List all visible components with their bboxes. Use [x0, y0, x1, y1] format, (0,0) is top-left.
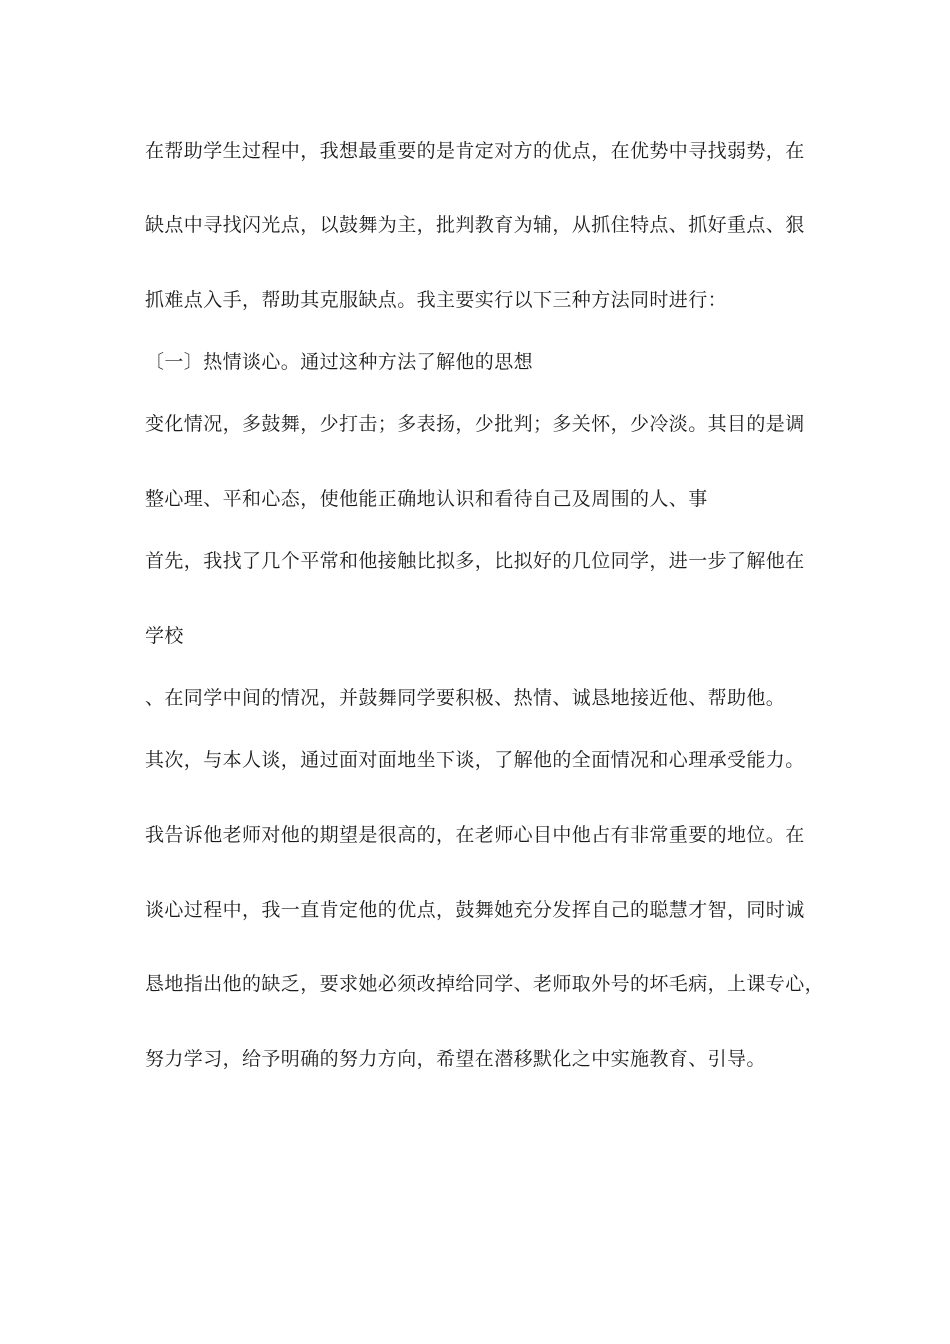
- text-line-1: 在帮助学生过程中，我想最重要的是肯定对方的优点，在优势中寻找弱势，在: [145, 140, 805, 162]
- text-line-2: 缺点中寻找闪光点，以鼓舞为主，批判教育为辅，从抓住特点、抓好重点、狠: [145, 214, 805, 236]
- text-line-3: 抓难点入手，帮助其克服缺点。我主要实行以下三种方法同时进行：: [145, 289, 728, 311]
- text-line-13: 恳地指出他的缺乏，要求她必须改掉给同学、老师取外号的坏毛病，上课专心，: [145, 973, 825, 995]
- text-line-10: 其次，与本人谈，通过面对面地坐下谈，了解他的全面情况和心理承受能力。: [145, 749, 805, 771]
- text-line-8: 学校: [145, 625, 184, 647]
- text-line-11: 我告诉他老师对他的期望是很高的，在老师心目中他占有非常重要的地位。在: [145, 824, 805, 846]
- text-line-6: 整心理、平和心态，使他能正确地认识和看待自己及周围的人、事: [145, 488, 708, 510]
- text-line-12: 谈心过程中，我一直肯定他的优点，鼓舞她充分发挥自己的聪慧才智，同时诚: [145, 899, 805, 921]
- text-line-5: 变化情况，多鼓舞，少打击；多表扬，少批判；多关怀，少冷淡。其目的是调: [145, 413, 805, 435]
- text-line-14: 努力学习，给予明确的努力方向，希望在潜移默化之中实施教育、引导。: [145, 1048, 766, 1070]
- text-line-7: 首先，我找了几个平常和他接触比拟多，比拟好的几位同学，进一步了解他在: [145, 550, 805, 572]
- text-line-4: 〔一〕热情谈心。通过这种方法了解他的思想: [145, 351, 534, 373]
- text-line-9: 、在同学中间的情况，并鼓舞同学要积极、热情、诚恳地接近他、帮助他。: [145, 687, 786, 709]
